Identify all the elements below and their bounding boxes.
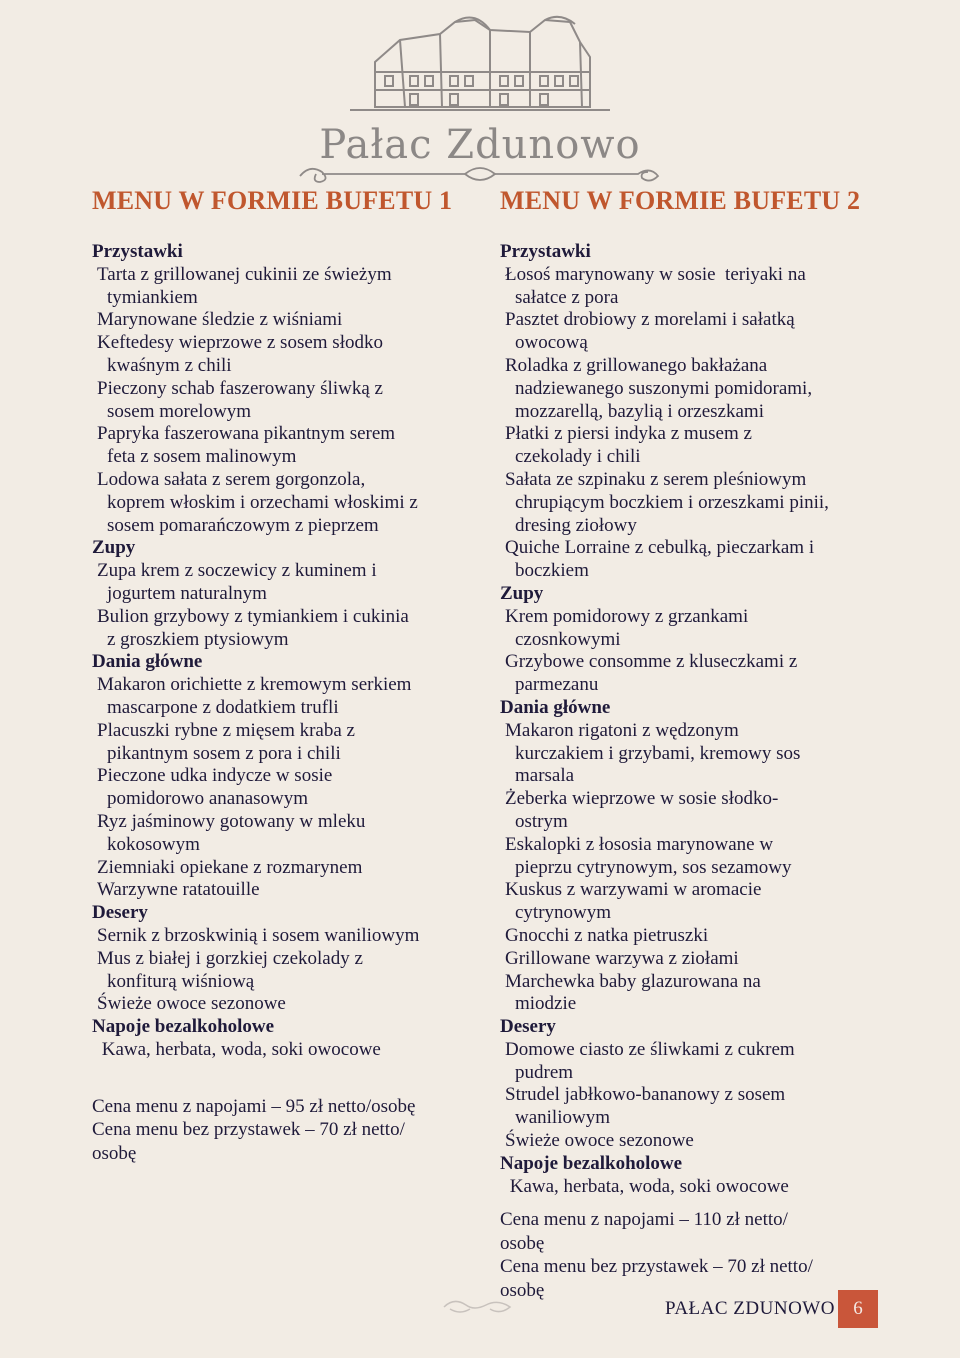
item-line: Żeberka wieprzowe w sosie słodko-: [505, 788, 779, 810]
list-item: [92, 423, 487, 469]
list-item: [500, 264, 900, 310]
item-line: Quiche Lorraine z cebulką, pieczarkam i: [505, 537, 815, 559]
list-item: [92, 674, 487, 720]
section-napoje: Napoje bezalkoholowe: [92, 1016, 275, 1038]
list-item: [500, 948, 900, 971]
item-line: Krem pomidorowy z grzankami: [505, 605, 749, 627]
list-item: [92, 857, 487, 880]
section-zupy: Zupy: [500, 582, 544, 604]
list-item: [500, 834, 900, 880]
list-item: [500, 606, 900, 652]
item-line: Marynowane śledzie z wiśniami: [97, 309, 343, 331]
item-line: Domowe ciasto ze śliwkami z cukrem: [505, 1038, 795, 1060]
list-item: [500, 469, 900, 537]
item-line: Strudel jabłkowo-bananowy z sosem: [505, 1084, 786, 1106]
item-line: z groszkiem ptysiowym: [107, 628, 289, 650]
price-block: [500, 1208, 900, 1302]
item-line: Łosoś marynowany w sosie teriyaki na: [505, 263, 806, 285]
napoje-list: [500, 1176, 900, 1199]
list-item: [500, 309, 900, 355]
section-desery: Desery: [500, 1016, 556, 1038]
item-line: kwaśnym z chili: [107, 354, 232, 376]
menu-2-title: MENU W FORMIE BUFETU 2: [500, 186, 861, 215]
item-line: pomidorowo ananasowym: [107, 788, 309, 810]
footer-brand: PAŁAC ZDUNOWO: [665, 1298, 835, 1319]
section-zupy: Zupy: [92, 537, 136, 559]
list-item: [92, 309, 487, 332]
item-line: Ziemniaki opiekane z rozmarynem: [97, 856, 363, 878]
list-item: [92, 993, 487, 1016]
item-line: nadziewanego suszonymi pomidorami,: [515, 377, 813, 399]
list-item: [500, 925, 900, 948]
item-line: Kawa, herbata, woda, soki owocowe: [97, 1038, 381, 1060]
item-line: cytrynowym: [515, 902, 612, 924]
item-line: Zupa krem z soczewicy z kuminem i: [97, 560, 377, 582]
logo-text: Pałac Zdunowo: [319, 122, 641, 168]
item-line: Papryka faszerowana pikantnym serem: [97, 423, 396, 445]
list-item: [500, 1130, 900, 1153]
price-line: Cena menu bez przystawek – 70 zł netto/: [92, 1119, 405, 1141]
list-item: [92, 469, 487, 537]
item-line: boczkiem: [515, 560, 589, 582]
item-line: mascarpone z dodatkiem trufli: [107, 696, 339, 718]
section-dania-glowne: Dania główne: [500, 696, 611, 718]
item-line: Bulion grzybowy z tymiankiem i cukinia: [97, 605, 409, 627]
list-item: [500, 1176, 900, 1199]
item-line: Płatki z piersi indyka z musem z: [505, 423, 752, 445]
item-line: sałatce z pora: [515, 286, 619, 308]
item-line: Warzywne ratatouille: [97, 879, 260, 901]
item-line: kokosowym: [107, 833, 200, 855]
list-item: [92, 925, 487, 948]
item-line: Kawa, herbata, woda, soki owocowe: [505, 1175, 789, 1197]
list-item: [500, 879, 900, 925]
item-line: konfiturą wiśniową: [107, 970, 255, 992]
desery-list: [500, 1039, 900, 1153]
item-line: Grzybowe consomme z kluseczkami z: [505, 651, 798, 673]
item-line: pieprzu cytrynowym, sos sezamowy: [515, 856, 792, 878]
item-line: czekolady i chili: [515, 446, 641, 468]
list-item: [500, 971, 900, 1017]
item-line: pudrem: [515, 1061, 574, 1083]
menu-1-title: MENU W FORMIE BUFETU 1: [92, 186, 453, 215]
item-line: ostrym: [515, 810, 568, 832]
item-line: tymiankiem: [107, 286, 198, 308]
list-item: [500, 651, 900, 697]
item-line: Pieczone udka indycze w sosie: [97, 765, 333, 787]
list-item: [500, 423, 900, 469]
item-line: Gnocchi z natka pietruszki: [505, 924, 709, 946]
item-line: Keftedesy wieprzowe z sosem słodko: [97, 332, 383, 354]
section-przystawki: Przystawki: [500, 241, 591, 262]
item-line: Makaron rigatoni z wędzonym: [505, 719, 739, 741]
list-item: [92, 1039, 487, 1062]
przystawki-list: [92, 264, 487, 538]
footer-flourish-icon: [440, 1295, 520, 1317]
list-item: [92, 765, 487, 811]
item-line: Ryz jaśminowy gotowany w mleku: [97, 810, 366, 832]
price-line: Cena menu z napojami – 95 zł netto/osobę: [92, 1095, 416, 1117]
item-line: Makaron orichiette z kremowym serkiem: [97, 674, 412, 696]
item-line: Tarta z grillowanej cukinii ze świeżym: [97, 263, 392, 285]
napoje-list: [92, 1039, 487, 1062]
price-line: osobę: [92, 1142, 137, 1164]
menu-1-column: [92, 185, 487, 1165]
list-item: [92, 378, 487, 424]
item-line: Pieczony schab faszerowany śliwką z: [97, 377, 383, 399]
item-line: koprem włoskim i orzechami włoskimi z: [107, 491, 418, 513]
item-line: Świeże owoce sezonowe: [97, 993, 286, 1015]
price-block: [92, 1095, 487, 1166]
list-item: [500, 720, 900, 788]
item-line: Sałata ze szpinaku z serem pleśniowym: [505, 468, 807, 490]
list-item: [92, 948, 487, 994]
item-line: owocową: [515, 332, 588, 354]
item-line: Mus z białej i gorzkiej czekolady z: [97, 947, 363, 969]
item-line: Marchewka baby glazurowana na: [505, 970, 761, 992]
item-line: Roladka z grillowanego bakłażana: [505, 354, 768, 376]
price-line: Cena menu bez przystawek – 70 zł netto/: [500, 1256, 813, 1278]
zupy-list: [500, 606, 900, 697]
item-line: parmezanu: [515, 674, 599, 696]
section-desery: Desery: [92, 902, 148, 924]
item-line: Pasztet drobiowy z morelami i sałatką: [505, 309, 795, 331]
list-item: [500, 355, 900, 423]
list-item: [92, 879, 487, 902]
item-line: czosnkowymi: [515, 628, 621, 650]
item-line: Świeże owoce sezonowe: [505, 1130, 694, 1152]
list-item: [500, 788, 900, 834]
ornament-flourish-icon: [290, 162, 670, 186]
item-line: marsala: [515, 765, 575, 787]
list-item: [92, 264, 487, 310]
palace-building-icon: [290, 12, 670, 122]
item-line: Eskalopki z łososia marynowane w: [505, 833, 774, 855]
item-line: sosem pomarańczowym z pieprzem: [107, 514, 379, 536]
list-item: [92, 720, 487, 766]
item-line: dresing ziołowy: [515, 514, 637, 536]
item-line: Grillowane warzywa z ziołami: [505, 947, 739, 969]
item-line: sosem morelowym: [107, 400, 252, 422]
zupy-list: [92, 560, 487, 651]
item-line: waniliowym: [515, 1107, 610, 1129]
list-item: [92, 606, 487, 652]
item-line: pikantnym sosem z pora i chili: [107, 742, 341, 764]
list-item: [92, 811, 487, 857]
item-line: chrupiącym boczkiem i orzeszkami pinii,: [515, 491, 829, 513]
desery-list: [92, 925, 487, 1016]
section-dania-glowne: Dania główne: [92, 651, 203, 673]
list-item: [500, 1084, 900, 1130]
section-napoje: Napoje bezalkoholowe: [500, 1152, 683, 1174]
item-line: miodzie: [515, 993, 577, 1015]
item-line: Lodowa sałata z serem gorgonzola,: [97, 468, 366, 490]
palace-logo: [290, 12, 670, 182]
item-line: Sernik z brzoskwinią i sosem waniliowym: [97, 924, 420, 946]
price-line: osobę: [500, 1232, 545, 1254]
price-line: osobę: [500, 1279, 545, 1301]
item-line: jogurtem naturalnym: [107, 582, 267, 604]
item-line: Kuskus z warzywami w aromacie: [505, 879, 762, 901]
menu-2-column: [500, 185, 900, 1302]
section-przystawki: Przystawki: [92, 241, 183, 262]
dania-list: [92, 674, 487, 902]
item-line: Placuszki rybne z mięsem kraba z: [97, 719, 355, 741]
item-line: feta z sosem malinowym: [107, 446, 297, 468]
list-item: [500, 537, 900, 583]
dania-list: [500, 720, 900, 1016]
item-line: kurczakiem i grzybami, kremowy sos: [515, 742, 801, 764]
list-item: [500, 1039, 900, 1085]
price-line: Cena menu z napojami – 110 zł netto/: [500, 1209, 788, 1231]
page-number-badge: 6: [838, 1290, 878, 1328]
list-item: [92, 332, 487, 378]
item-line: mozzarellą, bazylią i orzeszkami: [515, 400, 764, 422]
przystawki-list: [500, 264, 900, 583]
list-item: [92, 560, 487, 606]
